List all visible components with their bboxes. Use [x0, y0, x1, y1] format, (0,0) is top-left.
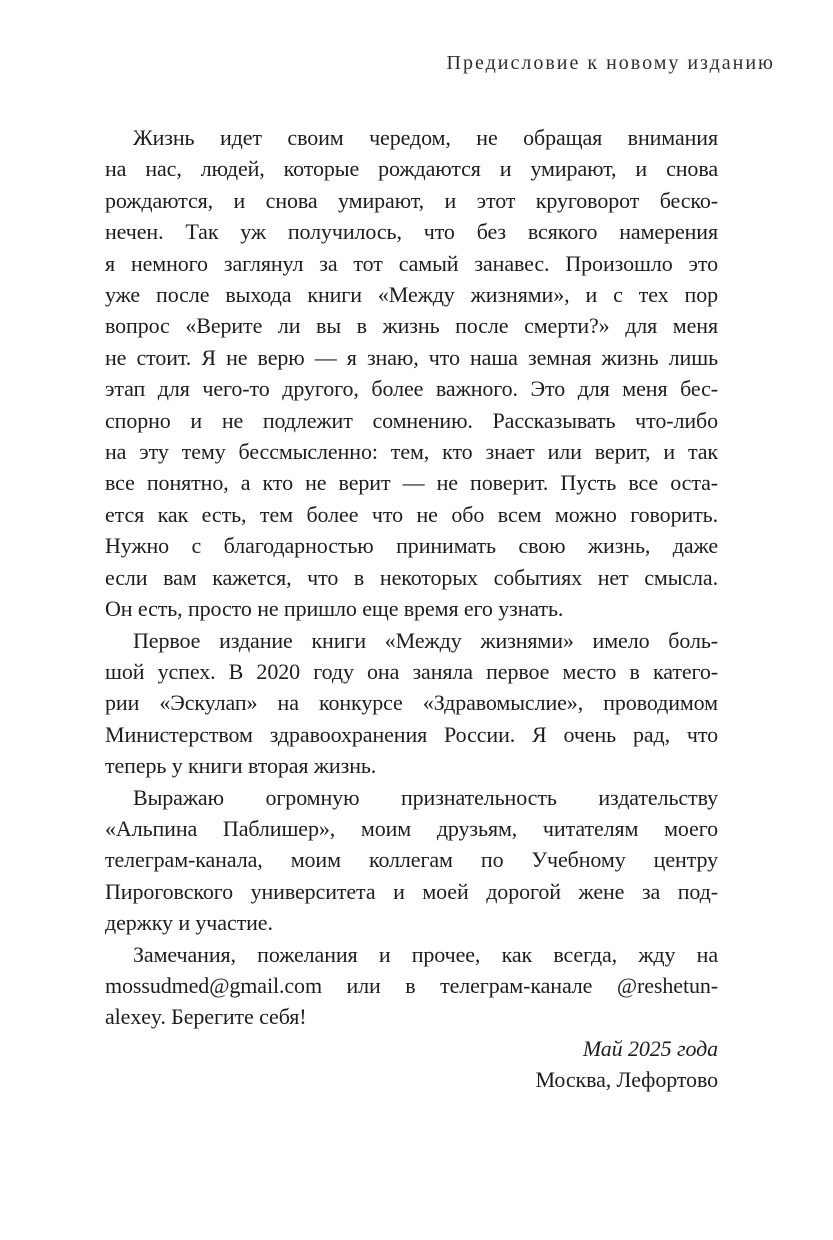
text-line: все понятно, а кто не верит — не поверит. Пусть все оста- [105, 470, 718, 496]
signature-date: Май 2025 года [582, 1035, 718, 1061]
signature-place: Москва, Лефортово [535, 1067, 718, 1093]
body-copy [105, 122, 718, 1096]
text-line: Первое издание книги «Между жизнями» имело боль- [133, 627, 718, 653]
text-line: вопрос «Верите ли вы в жизнь после смерти?» для меня [105, 313, 718, 339]
text-line: нечен. Так уж получилось, что без всякого намерения [105, 219, 718, 245]
text-line: держку и участие. [105, 910, 273, 936]
text-line: «Альпина Паблишер», моим друзьям, читателям моего [105, 815, 718, 841]
text-line: Жизнь идет своим чередом, не обращая внимания [133, 125, 718, 150]
text-line: этап для чего-то другого, более важного. Это для меня бес- [105, 376, 718, 402]
text-line: mossudmed@gmail.com или в телеграм-канале @reshetun- [105, 972, 718, 998]
text-line: alexey. Берегите себя! [105, 1004, 307, 1030]
text-line: Выражаю огромную признательность издательству [133, 784, 718, 810]
text-line: на нас, людей, которые рождаются и умирают, и снова [105, 156, 718, 182]
text-line: Министерством здравоохранения России. Я очень рад, что [105, 721, 718, 747]
text-line: телеграм-канала, моим коллегам по Учебному центру [105, 847, 718, 873]
text-line: теперь у книги вторая жизнь. [105, 753, 377, 779]
text-line: Он есть, просто не пришло еще время его узнать. [105, 596, 564, 622]
text-line: шой успех. В 2020 году она заняла первое место в катего- [105, 658, 718, 684]
running-head: Предисловие к новому изданию [446, 52, 775, 74]
text-line: на эту тему бессмысленно: тем, кто знает или верит, и так [105, 439, 718, 465]
text-line: если вам кажется, что в некоторых событиях нет смысла. [105, 564, 718, 590]
text-line: ется как есть, тем более что не обо всем можно говорить. [105, 501, 718, 527]
text-block [105, 122, 718, 1033]
text-line: Нужно с благодарностью принимать свою жизнь, даже [105, 533, 718, 559]
text-line: рии «Эскулап» на конкурсе «Здравомыслие», проводимом [105, 690, 718, 716]
text-line: я немного заглянул за тот самый занавес. Произошло это [105, 250, 718, 276]
text-line: уже после выхода книги «Между жизнями», и с тех пор [105, 282, 718, 308]
text-line: не стоит. Я не верю — я знаю, что наша земная жизнь лишь [105, 344, 718, 370]
text-line: спорно и не подлежит сомнению. Рассказывать что-либо [105, 407, 718, 433]
text-line: Замечания, пожелания и прочее, как всегда, жду на [133, 941, 718, 967]
signature-block [105, 1033, 718, 1096]
text-line: Пироговского университета и моей дорогой жене за под- [105, 878, 718, 904]
text-line: рождаются, и снова умирают, и этот круговорот беско- [105, 187, 718, 213]
